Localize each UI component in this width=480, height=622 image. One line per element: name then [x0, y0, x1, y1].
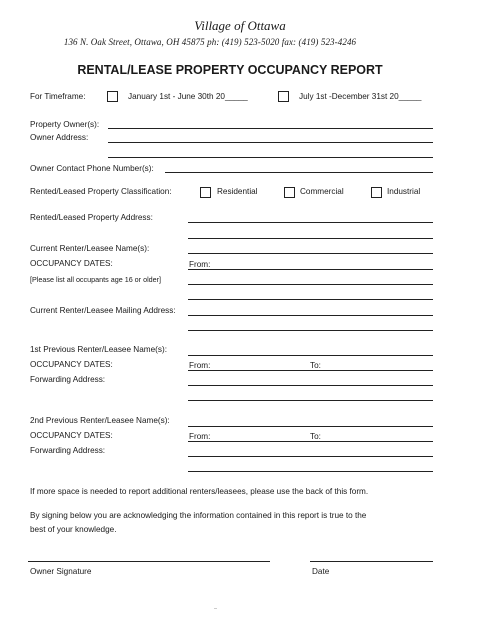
property-address-label: Rented/Leased Property Address: — [30, 213, 153, 222]
owner-address-field-2[interactable] — [108, 157, 433, 158]
current-mailing-field[interactable] — [188, 315, 433, 316]
current-from-label: From: — [189, 260, 211, 269]
commercial-label: Commercial — [300, 187, 344, 196]
occupants-note: [Please list all occupants age 16 or older] — [30, 275, 162, 284]
current-occupants-field-2[interactable] — [188, 299, 433, 300]
industrial-checkbox[interactable] — [371, 187, 382, 198]
village-name: Village of Ottawa — [194, 18, 286, 33]
industrial-label: Industrial — [387, 187, 421, 196]
previous2-to-label: To: — [310, 432, 321, 441]
previous1-forwarding-field[interactable] — [188, 385, 433, 386]
extra-space-note: If more space is needed to report additional renters/leasees, please use the back of this form. — [30, 487, 369, 496]
current-mailing-field-2[interactable] — [188, 330, 433, 331]
current-renter-field[interactable] — [188, 253, 433, 254]
previous2-occupancy-dates-label: OCCUPANCY DATES: — [30, 431, 113, 440]
previous2-renter-field[interactable] — [188, 426, 433, 427]
property-address-field-2[interactable] — [188, 238, 433, 239]
previous1-dates-field[interactable] — [188, 370, 433, 371]
acknowledgement-line-1: By signing below you are acknowledging the information contained in this report is true to the — [30, 511, 367, 520]
previous1-renter-label: 1st Previous Renter/Leasee Name(s): — [30, 345, 167, 354]
property-address-field[interactable] — [188, 222, 433, 223]
timeframe-first-half-checkbox[interactable] — [107, 91, 118, 102]
date-label: Date — [312, 567, 330, 576]
current-mailing-label: Current Renter/Leasee Mailing Address: — [30, 306, 176, 315]
current-occupants-field[interactable] — [188, 284, 433, 285]
timeframe-label: For Timeframe: — [30, 92, 86, 101]
previous1-from-label: From: — [189, 361, 211, 370]
timeframe-second-half-label: July 1st -December 31st 20_____ — [299, 92, 422, 101]
owner-phone-label: Owner Contact Phone Number(s): — [30, 164, 154, 173]
timeframe-first-half-label: January 1st - June 30th 20_____ — [128, 92, 248, 101]
property-owner-label: Property Owner(s): — [30, 120, 100, 129]
current-occupancy-dates-label: OCCUPANCY DATES: — [30, 259, 113, 268]
previous2-renter-label: 2nd Previous Renter/Leasee Name(s): — [30, 416, 170, 425]
previous1-to-label: To: — [310, 361, 321, 370]
previous1-forwarding-field-2[interactable] — [188, 400, 433, 401]
commercial-checkbox[interactable] — [284, 187, 295, 198]
residential-label: Residential — [217, 187, 258, 196]
previous1-occupancy-dates-label: OCCUPANCY DATES: — [30, 360, 113, 369]
owner-phone-field[interactable] — [165, 172, 433, 173]
acknowledgement-line-2: best of your knowledge. — [30, 525, 117, 534]
owner-address-label: Owner Address: — [30, 133, 89, 142]
residential-checkbox[interactable] — [200, 187, 211, 198]
timeframe-second-half-checkbox[interactable] — [278, 91, 289, 102]
previous2-forwarding-field-2[interactable] — [188, 471, 433, 472]
village-address: 136 N. Oak Street, Ottawa, OH 45875 ph: (419) 523-5020 fax: (419) 523-4246 — [63, 37, 357, 47]
classification-label: Rented/Leased Property Classification: — [30, 187, 172, 196]
property-owner-field[interactable] — [108, 128, 433, 129]
previous2-dates-field[interactable] — [188, 441, 433, 442]
owner-signature-label: Owner Signature — [30, 567, 92, 576]
previous2-from-label: From: — [189, 432, 211, 441]
previous1-renter-field[interactable] — [188, 355, 433, 356]
previous1-forwarding-label: Forwarding Address: — [30, 375, 106, 384]
owner-address-field[interactable] — [108, 142, 433, 143]
previous2-forwarding-label: Forwarding Address: — [30, 446, 106, 455]
current-from-field[interactable] — [188, 269, 433, 270]
current-renter-label: Current Renter/Leasee Name(s): — [30, 244, 150, 253]
previous2-forwarding-field[interactable] — [188, 456, 433, 457]
form-title: RENTAL/LEASE PROPERTY OCCUPANCY REPORT — [77, 63, 383, 77]
owner-signature-field[interactable] — [28, 561, 270, 562]
date-field[interactable] — [310, 561, 433, 562]
scan-speck — [214, 608, 217, 609]
